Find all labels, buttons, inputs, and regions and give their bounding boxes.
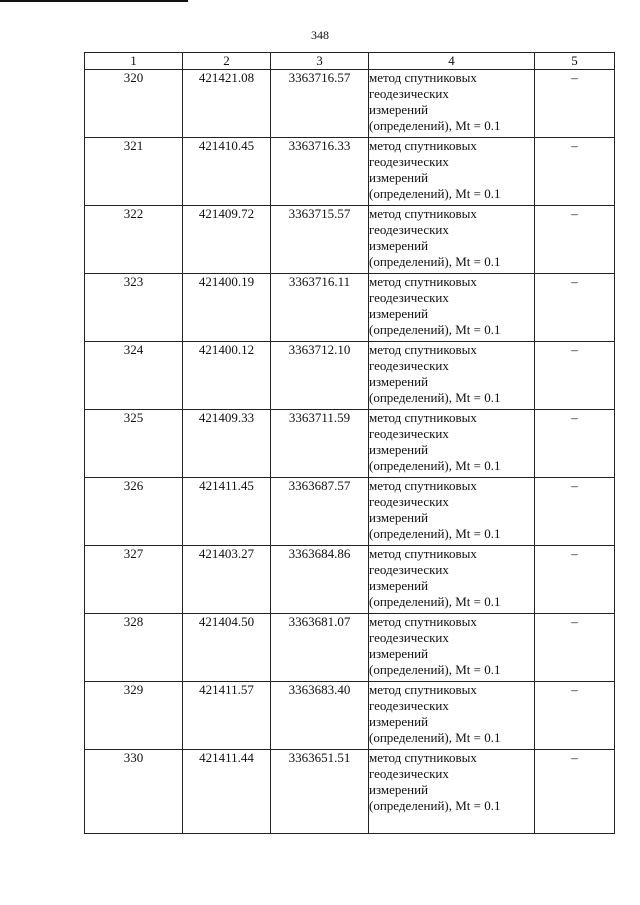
method-line: метод спутниковых <box>369 682 477 697</box>
coordinate-y: 3363712.10 <box>271 342 369 410</box>
coordinate-y: 3363651.51 <box>271 750 369 834</box>
coordinate-y: 3363687.57 <box>271 478 369 546</box>
method-line: измерений <box>369 170 429 185</box>
method-description <box>369 478 535 546</box>
table-row <box>85 750 615 834</box>
coordinate-y: 3363683.40 <box>271 682 369 750</box>
method-line: метод спутниковых <box>369 206 477 221</box>
method-line: измерений <box>369 510 429 525</box>
method-line: измерений <box>369 646 429 661</box>
empty-value-dash: – <box>535 138 615 206</box>
method-line: измерений <box>369 782 429 797</box>
table-body <box>85 70 615 834</box>
table-row <box>85 70 615 138</box>
column-header: 5 <box>535 53 615 70</box>
empty-value-dash: – <box>535 750 615 834</box>
point-number: 329 <box>85 682 183 750</box>
empty-value-dash: – <box>535 682 615 750</box>
method-line: измерений <box>369 306 429 321</box>
method-line: (определений), Mt = 0.1 <box>369 186 501 201</box>
empty-value-dash: – <box>535 410 615 478</box>
coordinate-x: 421409.33 <box>183 410 271 478</box>
coordinate-y: 3363716.11 <box>271 274 369 342</box>
coordinates-table <box>84 52 615 834</box>
point-number: 325 <box>85 410 183 478</box>
point-number: 326 <box>85 478 183 546</box>
method-description <box>369 138 535 206</box>
method-line: геодезических <box>369 290 449 305</box>
method-description <box>369 410 535 478</box>
method-line: (определений), Mt = 0.1 <box>369 254 501 269</box>
table-row <box>85 342 615 410</box>
header-row <box>85 53 615 70</box>
method-line: геодезических <box>369 562 449 577</box>
table-row <box>85 478 615 546</box>
method-line: геодезических <box>369 494 449 509</box>
point-number: 320 <box>85 70 183 138</box>
table-row <box>85 546 615 614</box>
table-row <box>85 614 615 682</box>
coordinate-x: 421400.19 <box>183 274 271 342</box>
method-line: метод спутниковых <box>369 546 477 561</box>
method-description <box>369 614 535 682</box>
point-number: 328 <box>85 614 183 682</box>
table-row <box>85 138 615 206</box>
method-line: измерений <box>369 238 429 253</box>
method-line: (определений), Mt = 0.1 <box>369 594 501 609</box>
empty-value-dash: – <box>535 614 615 682</box>
method-description <box>369 750 535 834</box>
method-line: геодезических <box>369 154 449 169</box>
coordinate-x: 421403.27 <box>183 546 271 614</box>
method-line: измерений <box>369 578 429 593</box>
point-number: 322 <box>85 206 183 274</box>
method-line: (определений), Mt = 0.1 <box>369 730 501 745</box>
coordinate-x: 421410.45 <box>183 138 271 206</box>
method-line: (определений), Mt = 0.1 <box>369 662 501 677</box>
coordinate-x: 421400.12 <box>183 342 271 410</box>
empty-value-dash: – <box>535 274 615 342</box>
method-line: метод спутниковых <box>369 750 477 765</box>
coordinate-x: 421411.44 <box>183 750 271 834</box>
method-description <box>369 546 535 614</box>
method-line: (определений), Mt = 0.1 <box>369 458 501 473</box>
method-line: измерений <box>369 102 429 117</box>
column-header: 1 <box>85 53 183 70</box>
method-line: (определений), Mt = 0.1 <box>369 798 501 813</box>
method-line: метод спутниковых <box>369 614 477 629</box>
table-row <box>85 206 615 274</box>
method-description <box>369 206 535 274</box>
point-number: 327 <box>85 546 183 614</box>
coordinate-y: 3363681.07 <box>271 614 369 682</box>
table-row <box>85 274 615 342</box>
coordinate-y: 3363684.86 <box>271 546 369 614</box>
coordinate-x: 421421.08 <box>183 70 271 138</box>
method-line: метод спутниковых <box>369 274 477 289</box>
coordinate-y: 3363716.57 <box>271 70 369 138</box>
coordinate-y: 3363716.33 <box>271 138 369 206</box>
method-description <box>369 682 535 750</box>
method-line: метод спутниковых <box>369 70 477 85</box>
point-number: 324 <box>85 342 183 410</box>
method-line: метод спутниковых <box>369 410 477 425</box>
method-line: измерений <box>369 374 429 389</box>
point-number: 323 <box>85 274 183 342</box>
page-number: 348 <box>311 28 329 42</box>
empty-value-dash: – <box>535 70 615 138</box>
method-line: измерений <box>369 442 429 457</box>
empty-value-dash: – <box>535 342 615 410</box>
method-line: геодезических <box>369 358 449 373</box>
method-line: геодезических <box>369 222 449 237</box>
method-description <box>369 342 535 410</box>
empty-value-dash: – <box>535 546 615 614</box>
empty-value-dash: – <box>535 478 615 546</box>
table-row <box>85 410 615 478</box>
coordinate-x: 421411.57 <box>183 682 271 750</box>
coordinate-x: 421404.50 <box>183 614 271 682</box>
method-line: геодезических <box>369 766 449 781</box>
method-line: метод спутниковых <box>369 138 477 153</box>
method-line: (определений), Mt = 0.1 <box>369 322 501 337</box>
method-line: метод спутниковых <box>369 342 477 357</box>
column-header: 2 <box>183 53 271 70</box>
top-left-rule <box>0 0 188 2</box>
method-line: геодезических <box>369 426 449 441</box>
method-line: геодезических <box>369 630 449 645</box>
column-header: 4 <box>369 53 535 70</box>
coordinate-x: 421409.72 <box>183 206 271 274</box>
column-header: 3 <box>271 53 369 70</box>
method-line: метод спутниковых <box>369 478 477 493</box>
method-line: (определений), Mt = 0.1 <box>369 118 501 133</box>
coordinate-y: 3363715.57 <box>271 206 369 274</box>
method-line: геодезических <box>369 698 449 713</box>
method-line: (определений), Mt = 0.1 <box>369 390 501 405</box>
empty-value-dash: – <box>535 206 615 274</box>
table-row <box>85 682 615 750</box>
coordinate-y: 3363711.59 <box>271 410 369 478</box>
method-description <box>369 274 535 342</box>
method-line: геодезических <box>369 86 449 101</box>
coordinate-x: 421411.45 <box>183 478 271 546</box>
point-number: 321 <box>85 138 183 206</box>
method-line: (определений), Mt = 0.1 <box>369 526 501 541</box>
method-description <box>369 70 535 138</box>
point-number: 330 <box>85 750 183 834</box>
method-line: измерений <box>369 714 429 729</box>
